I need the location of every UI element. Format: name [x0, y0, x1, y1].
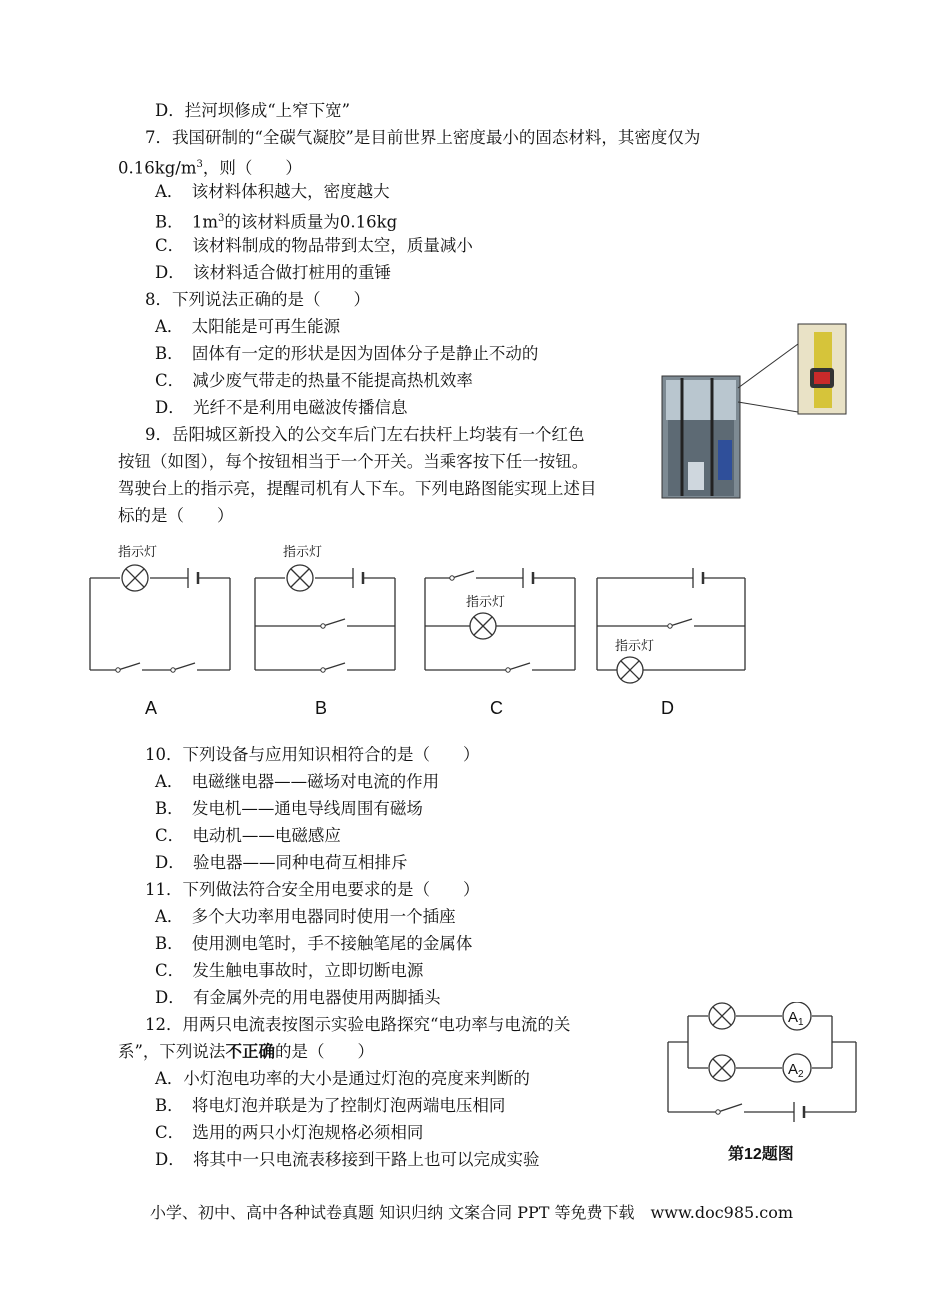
q12-option-c: C． 选用的两只小灯泡规格必须相同: [155, 1123, 424, 1142]
fig12-circuit: [660, 1002, 870, 1172]
q10-option-c: C． 电动机——电磁感应: [155, 826, 341, 845]
q8-option-b: B． 固体有一定的形状是因为固体分子是静止不动的: [155, 344, 539, 363]
q11-option-d: D． 有金属外壳的用电器使用两脚插头: [155, 988, 441, 1007]
q7-option-d: D． 该材料适合做打桩用的重锤: [155, 263, 391, 282]
q6-option-d: D．拦河坝修成“上窄下宽”: [155, 101, 351, 120]
lamp-label-a: 指示灯: [118, 544, 158, 559]
lamp-icon: [617, 657, 643, 683]
circuit-label-d: D: [661, 698, 674, 718]
q12-option-d: D． 将其中一只电流表移接到干路上也可以完成实验: [155, 1150, 540, 1169]
q12-option-b: B． 将电灯泡并联是为了控制灯泡两端电压相同: [155, 1096, 506, 1115]
ammeter-a2-label: $A_2$: [788, 1061, 804, 1080]
circuit-c: [425, 571, 575, 670]
q8-option-c: C． 减少废气带走的热量不能提高热机效率: [155, 371, 473, 390]
q7-stem-cont: $0.16kg/m^3$，则（ ）: [118, 158, 302, 178]
circuit-label-a: A: [145, 698, 158, 718]
q9-stem-3: 驾驶台上的指示亮，提醒司机有人下车。下列电路图能实现上述目: [118, 479, 597, 498]
q9-stem-1: 9．岳阳城区新投入的公交车后门左右扶杆上均装有一个红色: [145, 425, 585, 444]
lamp-label-d: 指示灯: [615, 638, 655, 653]
q9-stem-2: 按钮（如图），每个按钮相当于一个开关。当乘客按下任一按钮。: [118, 452, 589, 471]
q10-option-d: D． 验电器——同种电荷互相排斥: [155, 853, 408, 872]
lamp-label-c: 指示灯: [466, 594, 506, 609]
q7-option-c: C． 该材料制成的物品带到太空，质量减小: [155, 236, 473, 255]
q12-stem-2: 系”，下列说法不正确的是（ ）: [118, 1042, 374, 1061]
lamp-icon: [709, 1055, 735, 1081]
circuit-label-c: C: [490, 698, 503, 718]
q7-stem: 7．我国研制的“全碳气凝胶”是目前世界上密度最小的固态材料，其密度仅为: [145, 128, 701, 147]
q10-stem: 10．下列设备与应用知识相符合的是（ ）: [145, 745, 480, 764]
emphasis-not-correct: 不正确: [225, 1042, 275, 1061]
q9-circuit-options: [80, 538, 780, 723]
q8-stem: 8．下列说法正确的是（ ）: [145, 290, 370, 309]
lamp-icon: [122, 565, 148, 591]
q12-stem-1: 12．用两只电流表按图示实验电路探究“电功率与电流的关: [145, 1015, 571, 1034]
lamp-icon: [709, 1003, 735, 1029]
q7-option-b: B． $1m^3$的该材料质量为0.16kg: [155, 212, 398, 232]
ammeter-a1-label: $A_1$: [788, 1009, 804, 1028]
circuit-label-b: B: [315, 698, 328, 718]
lamp-icon: [470, 613, 496, 639]
q11-option-c: C． 发生触电事故时，立即切断电源: [155, 961, 424, 980]
q11-stem: 11．下列做法符合安全用电要求的是（ ）: [145, 880, 480, 899]
q8-option-d: D． 光纤不是利用电磁波传播信息: [155, 398, 408, 417]
fig12-caption: 第12题图: [728, 1146, 794, 1163]
q7-option-a: A． 该材料体积越大，密度越大: [155, 182, 390, 201]
bus-button-photo: [660, 322, 850, 502]
circuit-b: [255, 578, 395, 670]
q8-option-a: A． 太阳能是可再生能源: [155, 317, 341, 336]
q11-option-a: A． 多个大功率用电器同时使用一个插座: [155, 907, 456, 926]
lamp-icon: [287, 565, 313, 591]
circuit-a: [90, 578, 230, 670]
q10-option-b: B． 发电机——通电导线周围有磁场: [155, 799, 423, 818]
page-footer: 小学、初中、高中各种试卷真题 知识归纳 文案合同 PPT 等免费下载 www.doc985.com: [150, 1203, 794, 1222]
q12-option-a: A．小灯泡电功率的大小是通过灯泡的亮度来判断的: [155, 1069, 530, 1088]
lamp-label-b: 指示灯: [283, 544, 323, 559]
q9-stem-4: 标的是（ ）: [118, 506, 234, 525]
q11-option-b: B． 使用测电笔时，手不接触笔尾的金属体: [155, 934, 473, 953]
q10-option-a: A． 电磁继电器——磁场对电流的作用: [155, 772, 440, 791]
